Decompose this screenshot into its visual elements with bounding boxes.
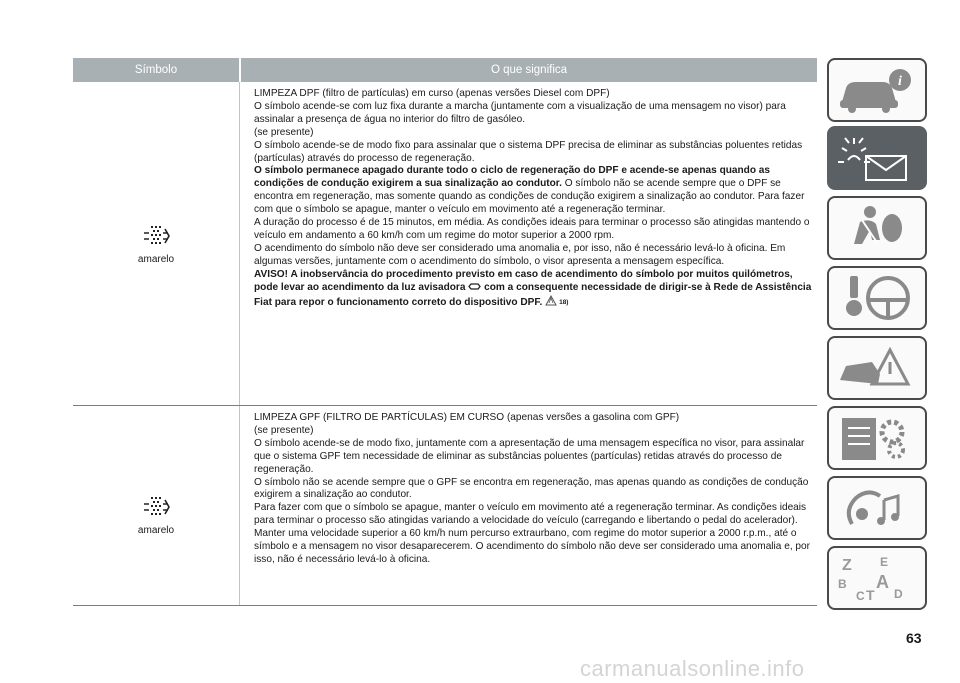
- index-letters-icon: [832, 550, 922, 606]
- tab-car-info[interactable]: [827, 58, 927, 122]
- book-reference-icon: [545, 295, 557, 306]
- dpf-filter-icon: [141, 223, 171, 249]
- index-letter: B: [838, 577, 847, 591]
- symbol-cell: [73, 82, 239, 405]
- warning-light-message-icon: [832, 130, 922, 186]
- index-letter: A: [876, 572, 889, 592]
- maintenance-gear-icon: [832, 410, 922, 466]
- watermark: carmanualsonline.info: [580, 656, 805, 681]
- seatbelt-airbag-icon: [832, 200, 922, 256]
- warning-text: AVISO! A inobservância do procedimento previsto em caso de acendimento do símbolo por muitos quilómetros, pode levar ao acendimento da luz avisadora: [254, 268, 793, 293]
- paragraph: O símbolo acende-se de modo fixo para assinalar que o sistema DPF precisa de eliminar as substâncias poluentes retidas (partículas) através do processo de regeneração.: [254, 139, 803, 164]
- table-row: [73, 406, 817, 606]
- table-row: [73, 82, 817, 406]
- index-letter: E: [880, 555, 889, 569]
- key-steering-wheel-icon: [832, 270, 922, 326]
- paragraph: [254, 165, 813, 217]
- meaning-cell: [239, 406, 817, 605]
- paragraph: O símbolo não se acende sempre que o GPF se encontra em regeneração, mas apenas quando as condições de condução exigirem a sinalização ao condutor.: [254, 476, 809, 501]
- svg-text:i: i: [898, 74, 902, 89]
- header-symbol: Símbolo: [134, 64, 178, 76]
- index-letter: T: [866, 587, 875, 603]
- table-header: [73, 58, 817, 82]
- symbol-cell: [73, 406, 239, 605]
- car-info-icon: [832, 62, 922, 118]
- symbol-color-label: amarelo: [137, 253, 175, 265]
- paragraph: Para fazer com que o símbolo se apague, manter o veículo em movimento até a regeneração terminar. As condições ideais para terminar o processo são atingidas variando a velocidade do veículo (carregando e libertando o pedal do acelerador).: [254, 502, 807, 527]
- paragraph: LIMPEZA DPF (filtro de partículas) em curso (apenas versões Diesel com DPF): [254, 88, 610, 99]
- tab-index[interactable]: [827, 546, 927, 610]
- filter-warning-icon: [468, 282, 481, 291]
- tab-starting-driving[interactable]: [827, 266, 927, 330]
- meaning-cell: [239, 82, 817, 405]
- warning-lights-table: [73, 58, 817, 606]
- paragraph: A duração do processo é de 15 minutos, em média. As condições ideais para terminar o processo são atingidas mantendo o veículo em andamento a 60 km/h com um regime do motor superior a 2000 rpm.: [254, 217, 810, 241]
- tab-maintenance[interactable]: [827, 406, 927, 470]
- accident-warning-icon: [832, 340, 922, 396]
- emphasis-text: O símbolo permanece apagado durante todo o ciclo de regeneração do DPF e acende-se apenas quando as condições de condução exigirem a sua sinalização ao condutor.: [254, 165, 771, 190]
- index-letter: Z: [842, 557, 852, 574]
- paragraph-text: O símbolo não se acende sempre que o DPF se encontra em regeneração, mas somente quando as condições de condução exigirem a sinalização ao condutor. Para fazer com que o símbolo se apague, manter o veículo em movimento até a regeneração terminar.: [254, 178, 805, 216]
- header-meaning: O que significa: [239, 58, 817, 82]
- paragraph: (se presente): [254, 126, 314, 138]
- paragraph: (se presente): [254, 424, 314, 436]
- index-letter: C: [856, 589, 865, 603]
- paragraph: LIMPEZA GPF (FILTRO DE PARTÍCULAS) EM CURSO (apenas versões a gasolina com GPF): [254, 412, 680, 423]
- warning-paragraph: [254, 269, 813, 310]
- paragraph: O símbolo acende-se com luz fixa durante a marcha (juntamente com a visualização de uma mensagem no visor) para assinalar a presença de água no interior do filtro de gasóleo.: [254, 100, 786, 125]
- paragraph: O acendimento do símbolo não deve ser considerado uma anomalia e, por isso, não é necessário levá-lo à oficina. Em algumas versões, juntamente com o acendimento do símbolo, o visor apresenta a mensagem específica.: [254, 242, 786, 267]
- index-letter: D: [894, 587, 903, 601]
- reference-number: 18): [559, 298, 569, 306]
- tab-warning-lights[interactable]: [827, 126, 927, 190]
- paragraph: O símbolo acende-se de modo fixo, juntamente com a apresentação de uma mensagem específica no visor, para assinalar que o sistema GPF tem necessidade de eliminar as substâncias poluentes (partículas) retidas através do processo de regeneração.: [254, 437, 805, 475]
- tab-safety[interactable]: [827, 196, 927, 260]
- warning-text: com a consequente necessidade de dirigir-se à Rede de Assistência Fiat para repor o funcionamento correto do dispositivo DPF.: [254, 281, 812, 308]
- tab-emergency[interactable]: [827, 336, 927, 400]
- gpf-filter-icon: [141, 494, 171, 520]
- tab-multimedia[interactable]: [827, 476, 927, 540]
- symbol-color-label: amarelo: [137, 524, 175, 536]
- page-number: 63: [906, 630, 922, 646]
- paragraph: Manter uma velocidade superior a 60 km/h num percurso extraurbano, com regime do motor superior a 2000 r.p.m., até o símbolo e a mensagem no visor desaparecerem. O acendimento do símbolo não deve ser considerado uma anomalia e, por isso, não é necessário levá-lo à oficina.: [254, 528, 811, 565]
- multimedia-icon: [832, 480, 922, 536]
